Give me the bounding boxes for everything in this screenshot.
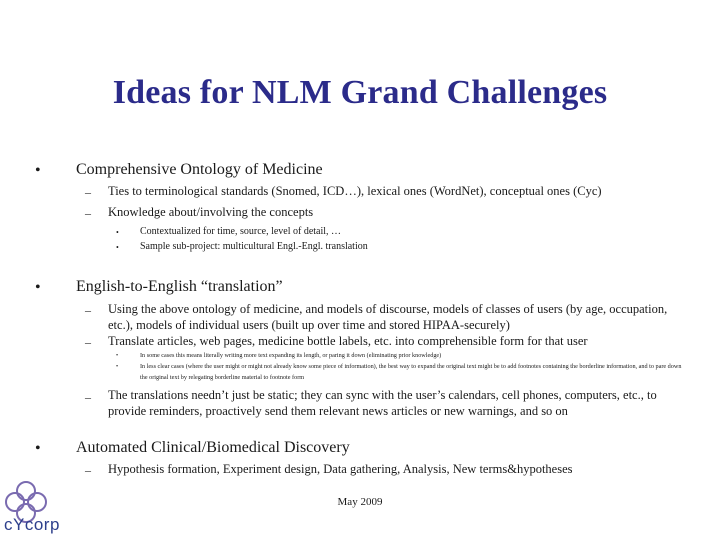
bullet-1-subsub-2: Sample sub-project: multicultural Engl.-Engl. translation (140, 241, 368, 252)
dash-marker: – (85, 335, 91, 349)
logo-text: cYcorp (4, 515, 60, 534)
bullet-1-subsub-1: Contextualized for time, source, level of detail, … (140, 226, 342, 237)
bullet-2-sub-1: Using the above ontology of medicine, and models of discourse, models of classes of users (by age, occupation, etc.), models of individual users (built up over time and stored HIPAA-securely) (108, 302, 668, 332)
dash-marker: – (85, 303, 91, 317)
bullet-marker: • (116, 353, 119, 359)
bullet-2-text: English-to-English “translation” (76, 278, 283, 295)
bullet-2-sub-2: Translate articles, web pages, medicine bottle labels, etc. into comprehensible form for that user (108, 334, 588, 348)
dash-marker: – (85, 206, 91, 220)
slide-title: Ideas for NLM Grand Challenges (112, 74, 608, 111)
bullet-3-sub-1: Hypothesis formation, Experiment design, Data gathering, Analysis, New terms&hypotheses (108, 462, 573, 476)
bullet-1-text: Comprehensive Ontology of Medicine (76, 161, 323, 178)
dash-marker: – (85, 463, 91, 477)
bullet-marker: • (116, 364, 119, 370)
bullet-3-text: Automated Clinical/Biomedical Discovery (76, 439, 350, 456)
bullet-1-sub-1: Ties to terminological standards (Snomed, ICD…), lexical ones (WordNet), conceptual ones (Cyc) (108, 184, 602, 198)
bullet-2-subsub-1: In some cases this means literally writing more text expanding its length, or paring it down (eliminating prior knowledge) (140, 352, 442, 359)
dash-marker: – (85, 390, 91, 404)
bullet-marker: • (116, 243, 119, 252)
bullet-2-subsub-2: In less clear cases (where the user might or might not already know some piece of information), the best way to expand the original text might be to add footnotes containing the borderline information, and to pare down the original text by relegating borderline material to footnote form (140, 363, 682, 381)
bullet-2-sub-3: The translations needn’t just be static; they can sync with the user’s calendars, cell phones, computers, etc., to provide reminders, proactively send them relevant news articles or new warnings, and so on (108, 388, 657, 418)
bullet-marker: • (35, 440, 41, 457)
bullet-marker: • (116, 228, 119, 237)
bullet-1-sub-2: Knowledge about/involving the concepts (108, 205, 314, 219)
slide-date: May 2009 (337, 496, 383, 508)
dash-marker: – (85, 185, 91, 199)
bullet-marker: • (35, 279, 41, 296)
bullet-marker: • (35, 162, 41, 179)
